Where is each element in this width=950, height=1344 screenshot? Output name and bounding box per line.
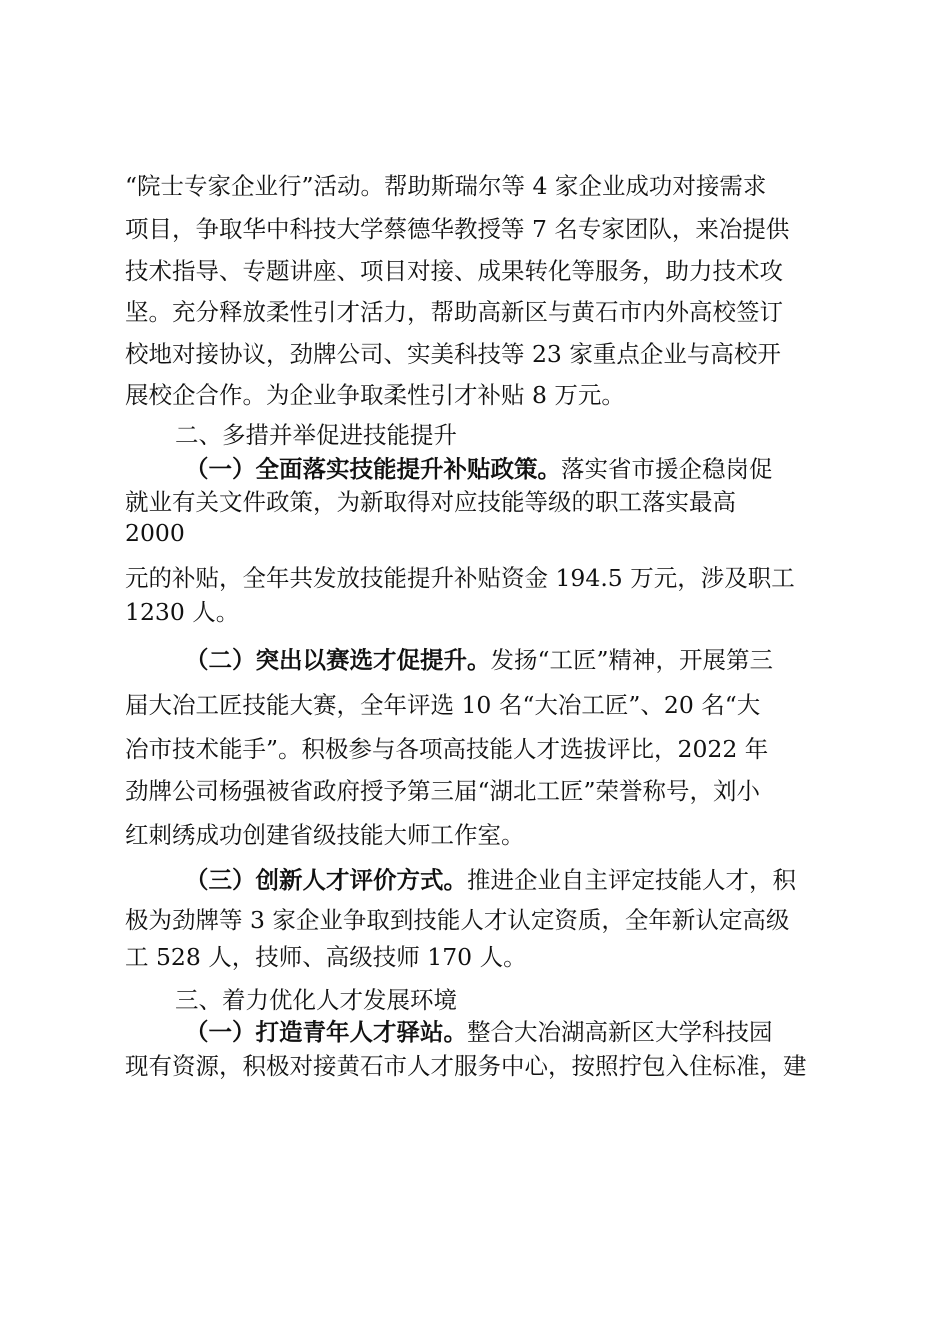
text-line: “院士专家企业行”活动。帮助斯瑞尔等 4 家企业成功对接需求: [125, 172, 767, 200]
text-line: 技术指导、专题讲座、项目对接、成果转化等服务，助力技术攻: [125, 257, 783, 285]
text-line: 元的补贴，全年共发放技能提升补贴资金 194.5 万元，涉及职工: [125, 564, 795, 592]
text-line: 就业有关文件政策，为新取得对应技能等级的职工落实最高: [125, 488, 736, 516]
text-segment: 推进企业自主评定技能人才，积: [467, 866, 796, 894]
paragraph-first-line: [185, 865, 796, 895]
text-line: 工 528 人，技师、高级技师 170 人。: [125, 943, 527, 971]
text-line: 校地对接协议，劲牌公司、实美科技等 23 家重点企业与高校开: [125, 340, 781, 368]
text-line: 极为劲牌等 3 家企业争取到技能人才认定资质，全年新认定高级: [125, 906, 790, 934]
text-line: 项目，争取华中科技大学蔡德华教授等 7 名专家团队，来冶提供: [125, 215, 790, 243]
paragraph-first-line: [185, 645, 773, 675]
text-line: 1230 人。: [125, 598, 240, 626]
paragraph-title: （二）突出以赛选才促提升。: [185, 646, 491, 674]
paragraph-first-line: [185, 1017, 773, 1047]
paragraph-first-line: [185, 454, 773, 484]
text-line: 现有资源，积极对接黄石市人才服务中心，按照拧包入住标准，建: [125, 1052, 807, 1080]
text-segment: 整合大冶湖高新区大学科技园: [467, 1018, 773, 1046]
text-line: 2000: [125, 519, 185, 547]
section-heading: 二、多措并举促进技能提升: [175, 421, 457, 449]
paragraph-title: （一）全面落实技能提升补贴政策。: [185, 455, 561, 483]
section-heading: 三、着力优化人才发展环境: [175, 986, 457, 1014]
text-line: 坚。充分释放柔性引才活力，帮助高新区与黄石市内外高校签订: [125, 298, 783, 326]
text-line: 届大冶工匠技能大赛，全年评选 10 名“大冶工匠”、20 名“大: [125, 691, 761, 719]
text-line: 展校企合作。为企业争取柔性引才补贴 8 万元。: [125, 381, 625, 409]
text-segment: 落实省市援企稳岗促: [561, 455, 773, 483]
paragraph-title: （三）创新人才评价方式。: [185, 866, 467, 894]
paragraph-title: （一）打造青年人才驿站。: [185, 1018, 467, 1046]
text-line: 冶市技术能手”。积极参与各项高技能人才选拔评比，2022 年: [125, 735, 769, 763]
text-line: 红刺绣成功创建省级技能大师工作室。: [125, 821, 525, 849]
text-segment: 发扬“工匠”精神，开展第三: [490, 646, 774, 674]
text-line: 劲牌公司杨强被省政府授予第三届“湖北工匠”荣誉称号，刘小: [125, 777, 761, 805]
